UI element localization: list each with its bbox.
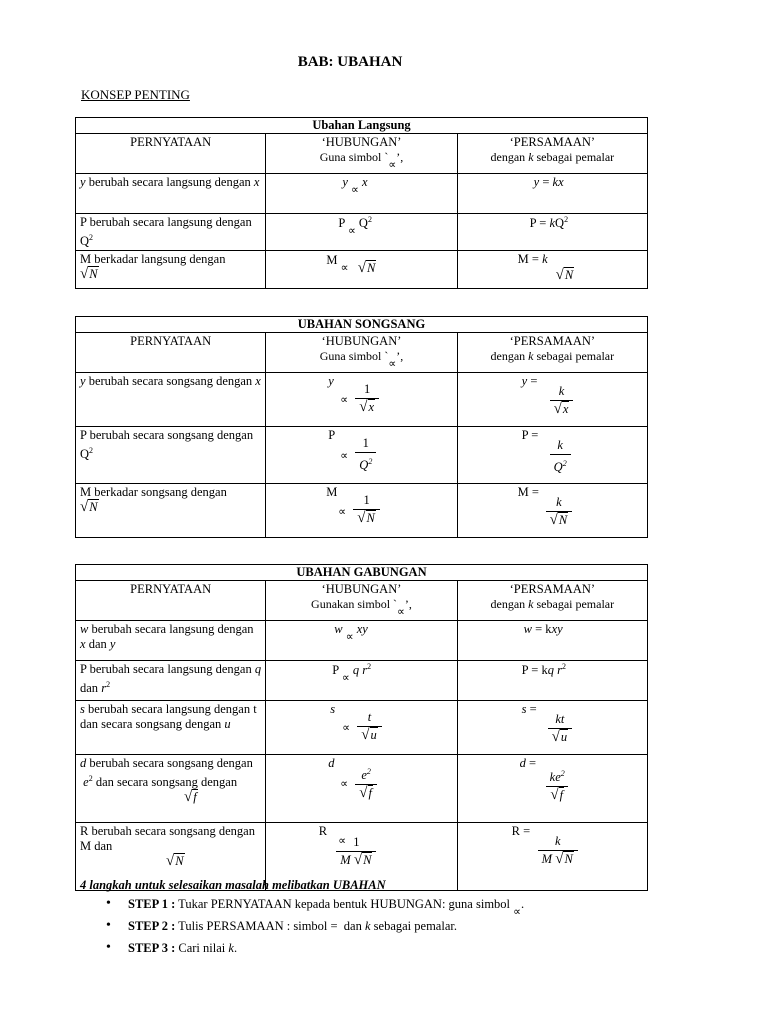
statement-cell: M berkadar langsung dengan √N (76, 251, 266, 289)
col-header-persamaan: ‘PERSAMAAN’ dengan k sebagai pemalar (457, 581, 647, 621)
list-item: • STEP 3 : Cari nilai k. (128, 941, 700, 956)
list-item: • STEP 2 : Tulis PERSAMAAN : simbol = dan k sebagai pemalar. (128, 919, 700, 934)
equation-cell: w = kxy (457, 621, 647, 661)
steps-list (80, 897, 700, 956)
relation-cell: P ∝ $\frac{1}{Q^2}$ (266, 427, 457, 484)
statement-cell: P berubah secara langsung dengan $Q^2$ (76, 214, 266, 251)
statement-cell: M berkadar songsang dengan √N (76, 484, 266, 538)
table-row (76, 621, 648, 661)
table-row (76, 251, 648, 289)
steps-section (80, 878, 700, 963)
table-row (76, 174, 648, 214)
col-header-hubungan: ‘HUBUNGAN’ Guna simbol `∝’, (266, 134, 457, 174)
col-header-pernyataan: PERNYATAAN (76, 333, 266, 373)
statement-cell: P berubah secara langsung dengan q dan $r^2$ (76, 661, 266, 701)
table-ubahan-gabungan (75, 564, 648, 891)
equation-cell: s = $\frac{kt}{√u}$ (457, 701, 647, 755)
table-row (76, 214, 648, 251)
statement-cell: R berubah secara songsang dengan M dan √N (76, 823, 266, 891)
table-title: UBAHAN GABUNGAN (76, 565, 648, 581)
relation-cell: y ∝ x (266, 174, 457, 214)
table-row (76, 755, 648, 823)
equation-cell: $P = kQ^2$ (457, 214, 647, 251)
list-item: • STEP 1 : Tukar PERNYATAAN kepada bentuk HUBUNGAN: guna simbol ∝. (128, 897, 700, 912)
table-row (76, 701, 648, 755)
equation-cell: P = $\frac{k}{Q^2}$ (457, 427, 647, 484)
equation-cell: R = $\frac{k}{M √N}$ (457, 823, 647, 891)
statement-cell: s berubah secara langsung dengan t dan secara songsang dengan u (76, 701, 266, 755)
relation-cell: $P \propto Q^2$ (266, 214, 457, 251)
statement-cell: P berubah secara songsang dengan $Q^2$ (76, 427, 266, 484)
table-row (76, 484, 648, 538)
relation-cell: M ∝ $\frac{1}{√N}$ (266, 484, 457, 538)
steps-heading: 4 langkah untuk selesaikan masalah melibatkan UBAHAN (80, 878, 386, 892)
relation-cell: M ∝ √N (266, 251, 457, 289)
relation-cell: R ∝ $\frac{1}{M √N}$ (266, 823, 457, 891)
equation-cell: y = $\frac{k}{√x}$ (457, 373, 647, 427)
section-subheading: KONSEP PENTING (81, 87, 190, 102)
relation-cell: y ∝ $\frac{1}{√x}$ (266, 373, 457, 427)
relation-cell: d ∝ $\frac{e^2}{√f}$ (266, 755, 457, 823)
table-ubahan-songsang (75, 316, 648, 538)
col-header-persamaan: ‘PERSAMAAN’ dengan k sebagai pemalar (457, 134, 647, 174)
col-header-pernyataan: PERNYATAAN (76, 581, 266, 621)
page-title: BAB: UBAHAN (297, 54, 403, 70)
equation-cell: d = $\frac{ke^2}{√f}$ (457, 755, 647, 823)
statement-cell: d berubah secara songsang dengan $e^2$ dan secara songsang dengan √f (76, 755, 266, 823)
relation-cell: P ∝ q $r^2$ (266, 661, 457, 701)
equation-cell: P = kq $r^2$ (457, 661, 647, 701)
col-header-persamaan: ‘PERSAMAAN’ dengan k sebagai pemalar (457, 333, 647, 373)
table-row (76, 373, 648, 427)
table-title: UBAHAN SONGSANG (76, 317, 648, 333)
col-header-hubungan: ‘HUBUNGAN’ Guna simbol `∝’, (266, 333, 457, 373)
statement-cell: w berubah secara langsung dengan x dan y (76, 621, 266, 661)
col-header-pernyataan: PERNYATAAN (76, 134, 266, 174)
equation-cell: y = kx (457, 174, 647, 214)
table-row (76, 427, 648, 484)
relation-cell: w ∝ xy (266, 621, 457, 661)
table-title: Ubahan Langsung (76, 118, 648, 134)
table-row (76, 661, 648, 701)
equation-cell: M = k √N (457, 251, 647, 289)
statement-cell: y berubah secara langsung dengan x (76, 174, 266, 214)
equation-cell: M = $\frac{k}{√N}$ (457, 484, 647, 538)
table-ubahan-langsung (75, 117, 648, 289)
statement-cell: y berubah secara songsang dengan x (76, 373, 266, 427)
col-header-hubungan: ‘HUBUNGAN’ Gunakan simbol `∝’, (266, 581, 457, 621)
relation-cell: s ∝ $\frac{t}{√u}$ (266, 701, 457, 755)
